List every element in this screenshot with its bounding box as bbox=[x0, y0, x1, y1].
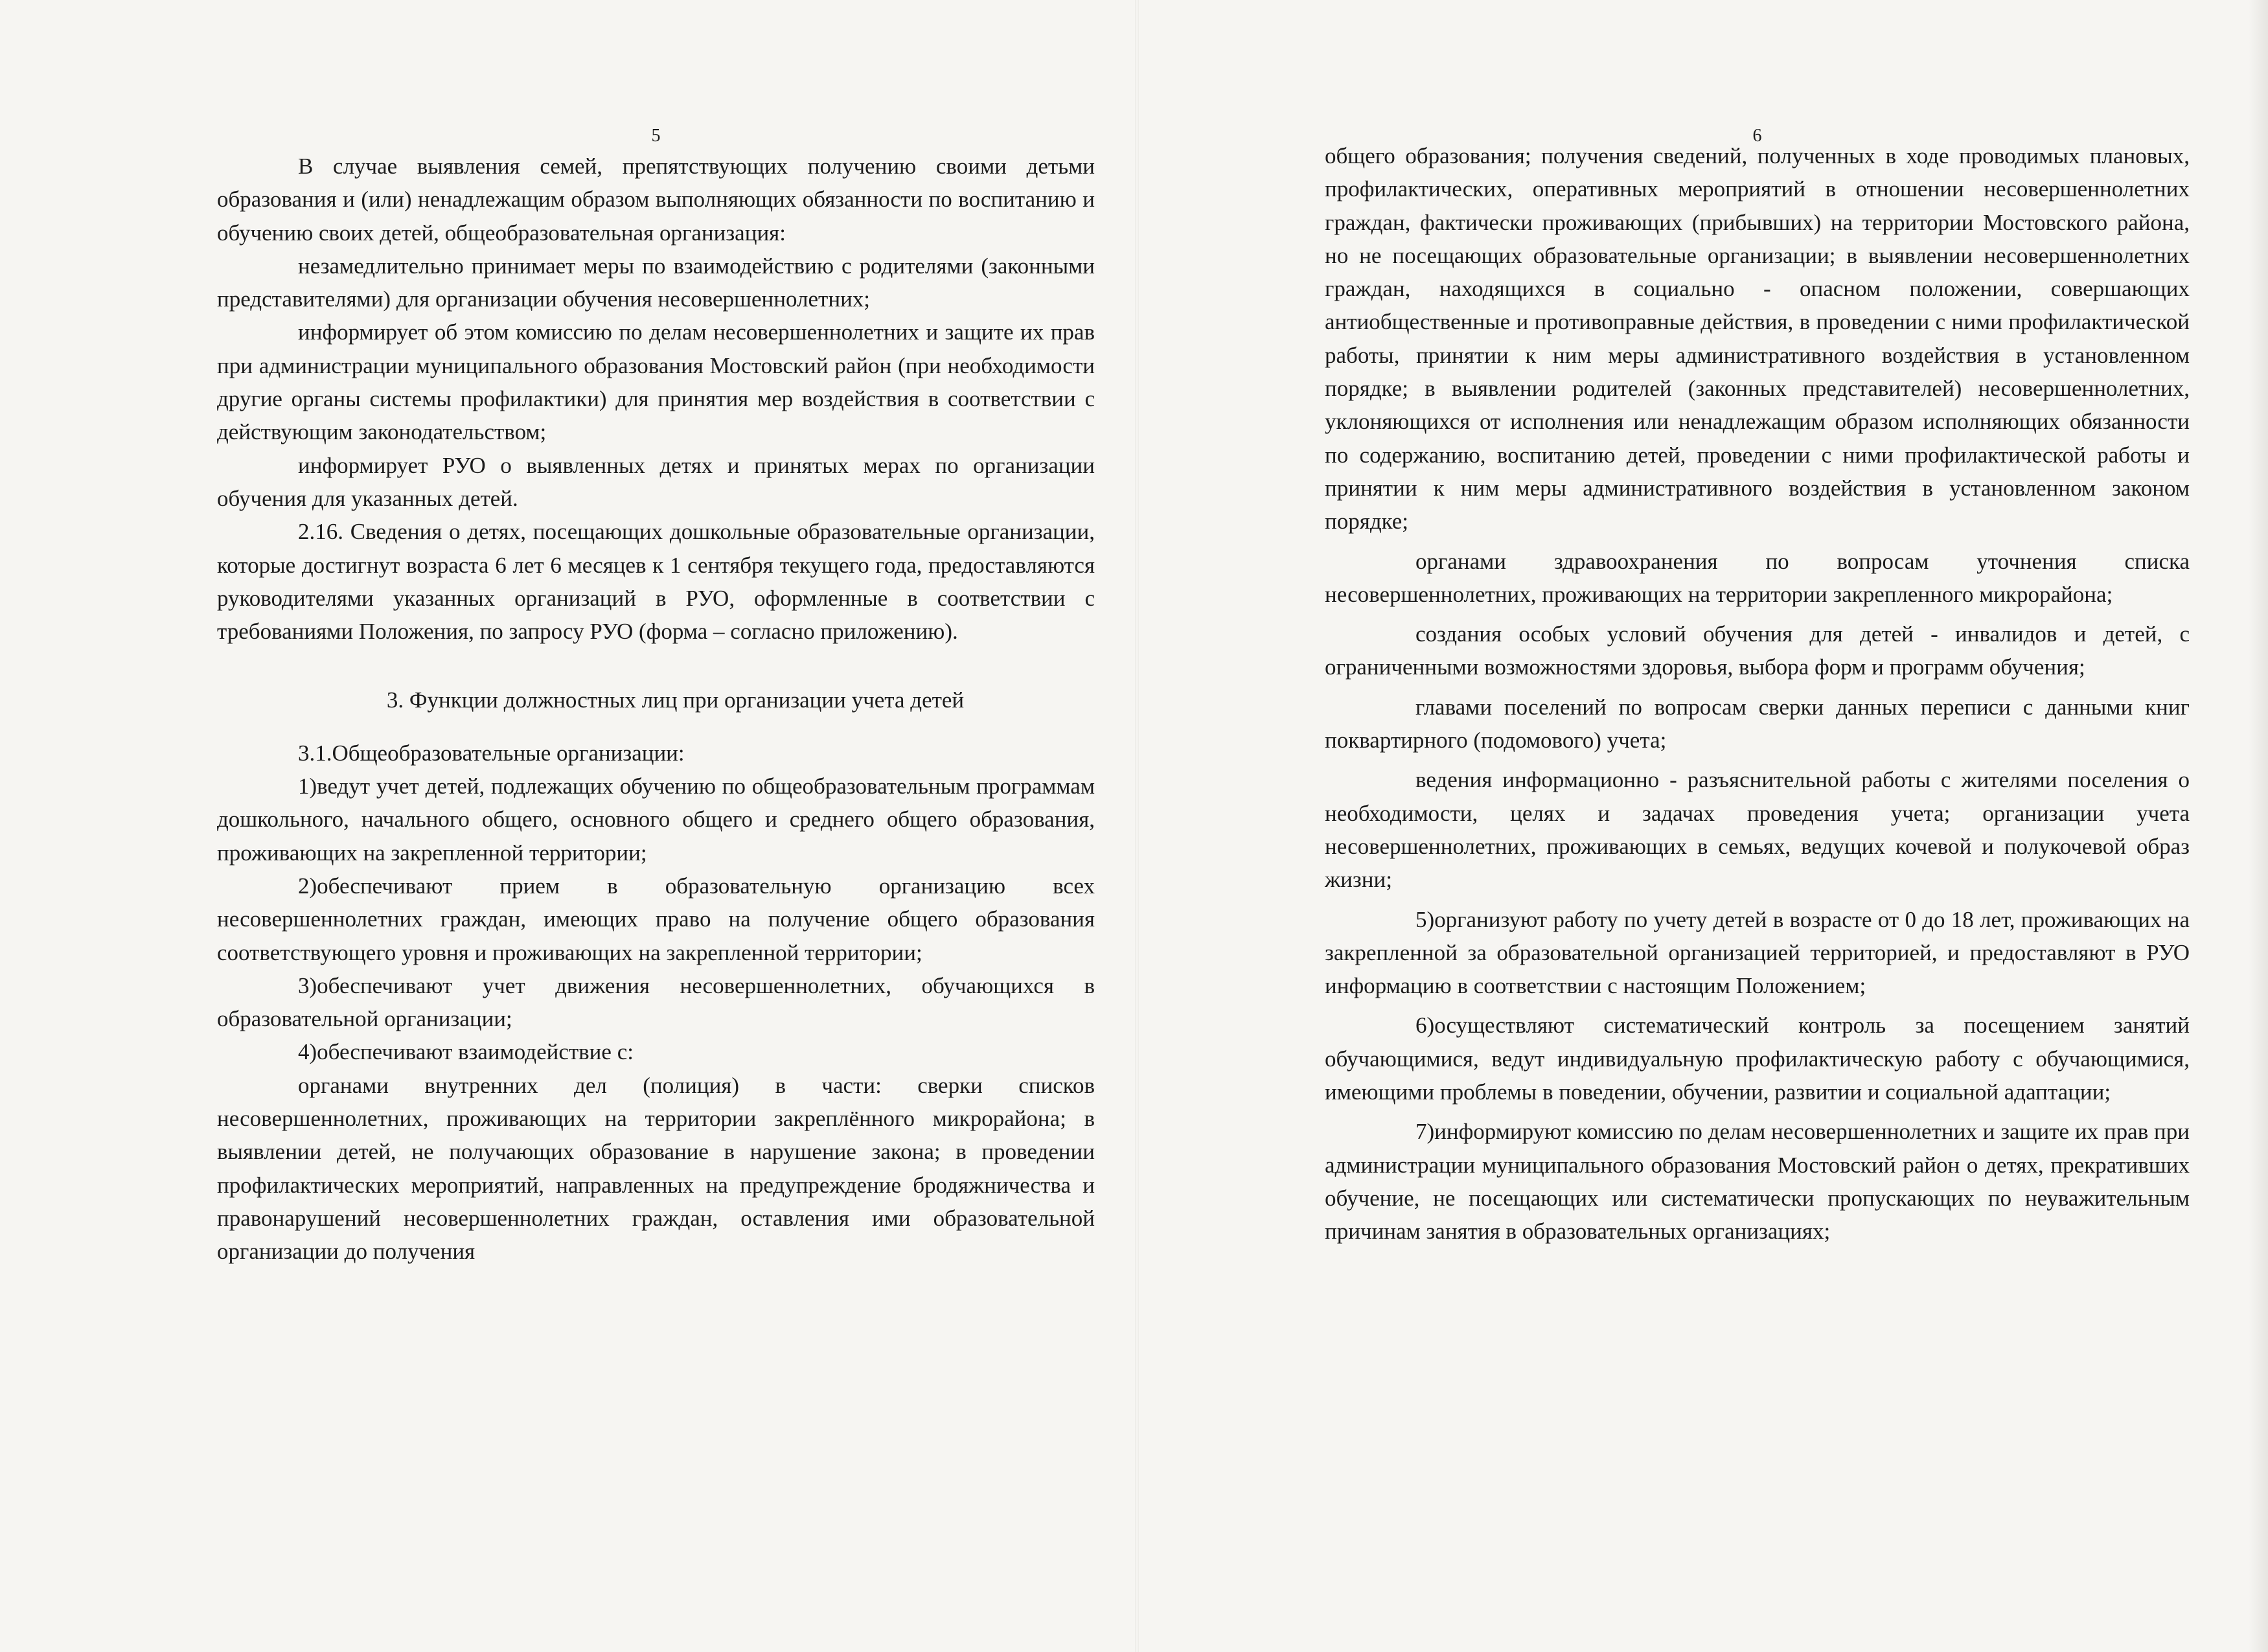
page-right bbox=[1325, 126, 2190, 1248]
paragraph: ведения информационно - разъяснительной работы с жителями поселения о необходимости, целях и задачах проведения учета; организации учета несовершеннолетних, проживающих в семьях, ведущих кочевой и полукочевой образ жизни; bbox=[1325, 767, 2190, 893]
page-number: 6 bbox=[1752, 126, 1762, 146]
section-heading: 3. Функции должностных лиц при организации учета детей bbox=[386, 687, 965, 713]
paragraph: незамедлительно принимает меры по взаимодействию с родителями (законными представителями) для организации обучения несовершеннолетних; bbox=[217, 253, 1095, 312]
paragraph: органами здравоохранения по вопросам уточнения списка несовершеннолетних, проживающих на территории закрепленного микрорайона; bbox=[1325, 548, 2190, 607]
paragraph: информирует об этом комиссию по делам несовершеннолетних и защите их прав при администрации муниципального образования Мостовский район (при необходимости другие органы системы профилактики) для принятия мер воздействия в соответствии с действующим законодательством; bbox=[217, 319, 1095, 445]
paragraph: 7)информируют комиссию по делам несовершеннолетних и защите их прав при администрации муниципального образования Мостовский район о детях, прекративших обучение, не посещающих или систематически пропускающих по неуважительным причинам занятия в образовательных организациях; bbox=[1325, 1119, 2190, 1245]
paragraph: создания особых условий обучения для детей - инвалидов и детей, с ограниченными возможностями здоровья, выбора форм и программ обучения; bbox=[1325, 621, 2190, 680]
paragraph: 4)обеспечивают взаимодействие с: bbox=[298, 1039, 634, 1065]
paragraph: 3.1.Общеобразовательные организации: bbox=[298, 740, 685, 766]
paragraph: информирует РУО о выявленных детях и принятых мерах по организации обучения для указанных детей. bbox=[217, 452, 1095, 511]
paragraph: В случае выявления семей, препятствующих получению своими детьми образования и (или) ненадлежащим образом выполняющих обязанности по воспитанию и обучению своих детей, общеобразовательная организация: bbox=[217, 154, 1095, 246]
paragraph: общего образования; получения сведений, полученных в ходе проводимых плановых, профилактических, оперативных мероприятий в отношении несовершеннолетних граждан, фактически проживающих (прибывших) на территории Мостовского района, но не посещающих образовательные организации; в выявлении несовершеннолетних граждан, находящихся в социально - опасном положении, совершающих антиобщественные и противоправные действия, в проведении с ними профилактической работы, принятии к ним меры административного воздействия в установленном порядке; в выявлении родителей (законных представителей) несовершеннолетних, уклоняющихся от исполнения или ненадлежащим образом исполняющих обязанности по содержанию, воспитанию детей, проведении с ними профилактической работы и принятии к ним меры административного воздействия в установленном законом порядке; bbox=[1325, 143, 2190, 534]
paragraph: 1)ведут учет детей, подлежащих обучению по общеобразовательным программам дошкольного, начального общего, основного общего и среднего общего образования, проживающих на закрепленной территории; bbox=[217, 774, 1095, 866]
paragraph: 2.16. Сведения о детях, посещающих дошкольные образовательные организации, которые достигнут возраста 6 лет 6 месяцев к 1 сентября текущего года, предоставляются руководителями указанных организаций в РУО, оформленные в соответствии с требованиями Положения, по запросу РУО (форма – согласно приложению). bbox=[217, 519, 1095, 645]
paragraph: 3)обеспечивают учет движения несовершеннолетних, обучающихся в образовательной организации; bbox=[217, 972, 1095, 1032]
paragraph: 6)осуществляют систематический контроль за посещением занятий обучающимися, ведут индивидуальную профилактическую работу с обучающимися, имеющими проблемы в поведении, обучении, развитии и социальной адаптации; bbox=[1325, 1013, 2190, 1105]
paragraph: 2)обеспечивают прием в образовательную организацию всех несовершеннолетних граждан, имеющих право на получение общего образования соответствующего уровня и проживающих на закрепленной территории; bbox=[217, 873, 1095, 965]
paragraph: 5)организуют работу по учету детей в возрасте от 0 до 18 лет, проживающих на закрепленной за образовательной организацией территорией, и предоставляют в РУО информацию в соответствии с настоящим Положением; bbox=[1325, 906, 2190, 999]
sheet-edge-shadow bbox=[2249, 0, 2268, 1652]
page-number: 5 bbox=[651, 126, 661, 146]
page-left bbox=[217, 126, 1095, 1268]
paragraph: главами поселений по вопросам сверки данных переписи с данными книг поквартирного (подомового) учета; bbox=[1325, 694, 2190, 753]
page-fold bbox=[1135, 0, 1139, 1652]
paragraph: органами внутренних дел (полиция) в части: сверки списков несовершеннолетних, проживающих на территории закреплённого микрорайона; в выявлении детей, не получающих образование в нарушение закона; в проведении профилактических мероприятий, направленных на предупреждение бродяжничества и правонарушений несовершеннолетних граждан, оставления ими образовательной организации до получения bbox=[217, 1072, 1095, 1265]
